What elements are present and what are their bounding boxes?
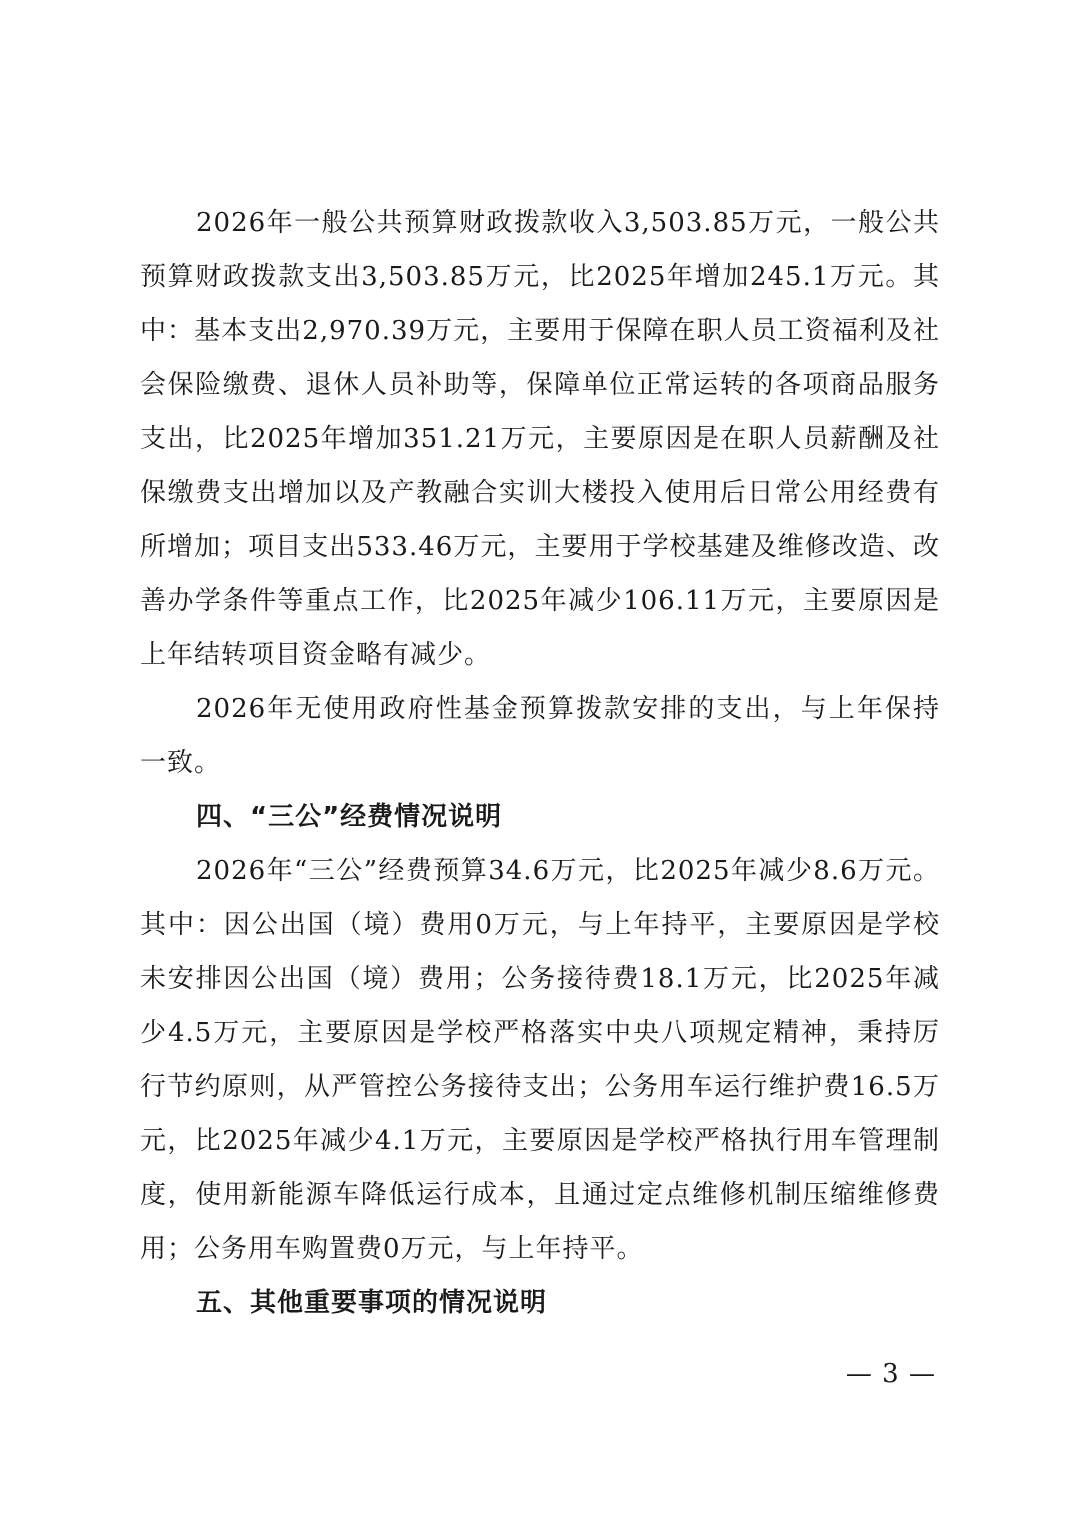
paragraph-three-public-funds: 2026年“三公”经费预算34.6万元，比2025年减少8.6万元。其中：因公出国（境）费用0万元，与上年持平，主要原因是学校未安排因公出国（境）费用；公务接待费18.1万元，比2025年减少4.5万元，主要原因是学校严格落实中央八项规定精神，秉持厉行节约原则，从严管控公务接待支出；公务用车运行维护费16.5万元，比2025年减少4.1万元，主要原因是学校严格执行用车管理制度，使用新能源车降低运行成本，且通过定点维修机制压缩维修费用；公务用车购置费0万元，与上年持平。 (140, 856, 940, 1264)
paragraph-budget-appropriation: 2026年一般公共预算财政拨款收入3,503.85万元，一般公共预算财政拨款支出3,503.85万元，比2025年增加245.1万元。其中：基本支出2,970.39万元，主要用于保障在职人员工资福利及社会保险缴费、退休人员补助等，保障单位正常运转的各项商品服务支出，比2025年增加351.21万元，主要原因是在职人员薪酬及社保缴费支出增加以及产教融合实训大楼投入使用后日常公用经费有所增加；项目支出533.46万元，主要用于学校基建及维修改造、改善办学条件等重点工作，比2025年减少106.11万元，主要原因是上年结转项目资金略有减少。 (140, 208, 940, 670)
paragraph-government-fund: 2026年无使用政府性基金预算拨款安排的支出，与上年保持一致。 (140, 694, 940, 778)
section-heading-other-matters: 五、其他重要事项的情况说明 (196, 1288, 548, 1318)
document-body (140, 196, 940, 1330)
page-number: — 3 — (845, 1359, 936, 1389)
section-heading-three-public-funds: 四、“三公”经费情况说明 (196, 802, 503, 832)
